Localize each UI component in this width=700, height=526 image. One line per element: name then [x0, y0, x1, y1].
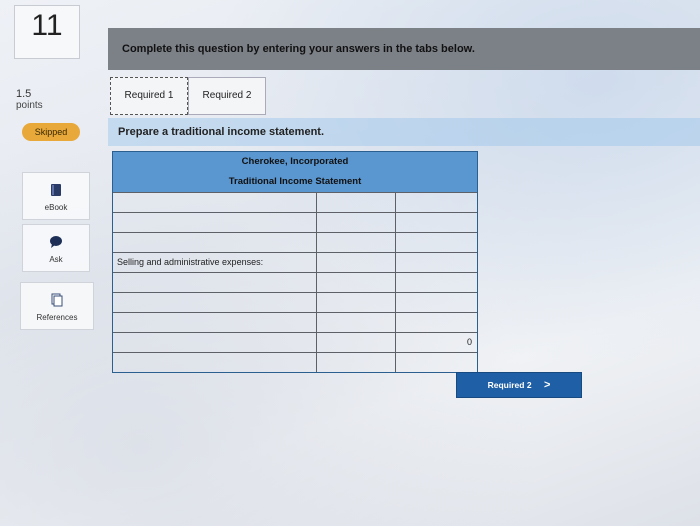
table-row [113, 252, 477, 272]
row-label-input[interactable] [113, 353, 317, 372]
amount-input-2[interactable] [396, 213, 476, 232]
tab-required-2[interactable]: Required 2 [188, 77, 266, 115]
instructions-banner: Complete this question by entering your answers in the tabs below. [108, 28, 700, 70]
amount-input-1[interactable] [317, 233, 396, 252]
table-row [113, 232, 477, 252]
amount-input-1[interactable] [317, 333, 396, 352]
amount-input-1[interactable] [317, 313, 396, 332]
next-required-button[interactable] [456, 372, 582, 398]
amount-input-2[interactable] [396, 233, 476, 252]
documents-icon [21, 293, 93, 309]
chevron-right-icon: > [543, 379, 551, 391]
ask-button[interactable] [22, 224, 90, 272]
amount-input-2[interactable] [396, 313, 476, 332]
company-name: Cherokee, Incorporated [241, 156, 349, 167]
amount-input-2[interactable] [396, 193, 476, 212]
table-row [113, 212, 477, 232]
table-row [113, 332, 477, 352]
ebook-button[interactable] [22, 172, 90, 220]
next-button-label: Required 2 [487, 380, 532, 390]
amount-input-1[interactable] [317, 353, 396, 372]
row-label-input[interactable] [113, 273, 317, 292]
table-row [113, 272, 477, 292]
references-label: References [36, 313, 78, 322]
tab-required-1[interactable]: Required 1 [110, 77, 188, 115]
row-label-input[interactable] [113, 213, 317, 232]
income-statement-table [112, 151, 478, 373]
points-label: points [16, 100, 43, 111]
statement-header [113, 152, 477, 192]
amount-input-2[interactable] [396, 253, 476, 272]
ebook-label: eBook [44, 203, 68, 212]
amount-input-2[interactable] [396, 273, 476, 292]
row-label-input[interactable] [113, 333, 317, 352]
statement-title: Traditional Income Statement [228, 176, 362, 187]
amount-input-1[interactable] [317, 273, 396, 292]
ask-label: Ask [49, 255, 63, 264]
row-label: Selling and administrative expenses: [113, 253, 317, 272]
total-value: 0 [466, 337, 472, 347]
amount-input-1[interactable] [317, 193, 396, 212]
points-value: 1.5 [16, 88, 32, 100]
table-row [113, 312, 477, 332]
amount-input-2[interactable] [396, 293, 476, 312]
prompt-text: Prepare a traditional income statement. [108, 118, 700, 146]
table-row [113, 292, 477, 312]
status-badge: Skipped [22, 123, 80, 141]
amount-input-2[interactable] [396, 353, 476, 372]
table-row [113, 192, 477, 212]
book-icon [23, 183, 89, 199]
row-label-input[interactable] [113, 193, 317, 212]
amount-input-1[interactable] [317, 213, 396, 232]
amount-input-1[interactable] [317, 253, 396, 272]
amount-input-1[interactable] [317, 293, 396, 312]
row-label-input[interactable] [113, 233, 317, 252]
row-label-input[interactable] [113, 313, 317, 332]
row-label-input[interactable] [113, 293, 317, 312]
references-button[interactable] [20, 282, 94, 330]
question-number: 11 [14, 5, 80, 59]
table-row [113, 352, 477, 372]
chat-bubble-icon [23, 235, 89, 251]
